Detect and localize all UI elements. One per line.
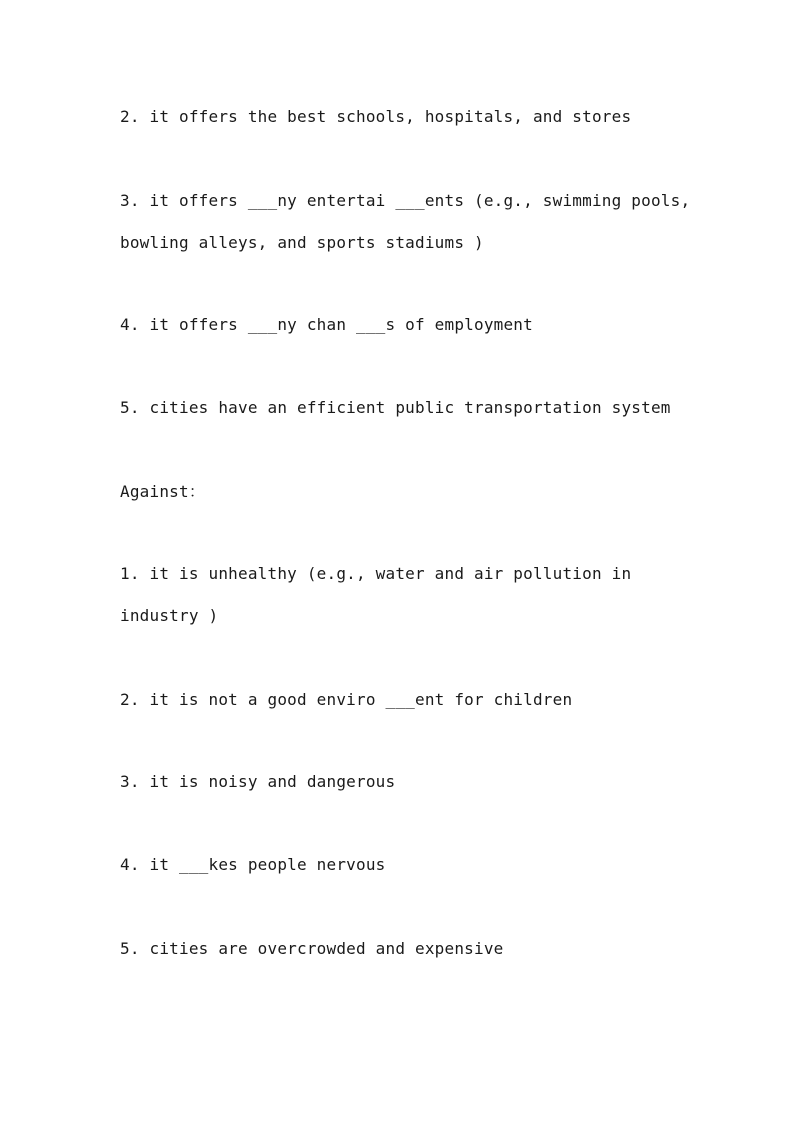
against-item-2: 2. it is not a good enviro ___ent for children [120,690,573,709]
against-item-3: 3. it is noisy and dangerous [120,772,396,791]
against-heading: Against： [120,482,206,501]
against-item-1-continued: industry ) [120,606,219,625]
for-item-3-continued: bowling alleys, and sports stadiums ) [120,233,484,252]
for-item-2: 2. it offers the best schools, hospitals, and stores [120,107,632,126]
for-item-3: 3. it offers ___ny entertai ___ents (e.g., swimming pools, [120,191,691,210]
for-item-4: 4. it offers ___ny chan ___s of employment [120,315,533,334]
against-item-1: 1. it is unhealthy (e.g., water and air pollution in [120,564,632,583]
against-item-5: 5. cities are overcrowded and expensive [120,939,504,958]
for-item-5: 5. cities have an efficient public transportation system [120,398,671,417]
against-item-4: 4. it ___kes people nervous [120,855,386,874]
